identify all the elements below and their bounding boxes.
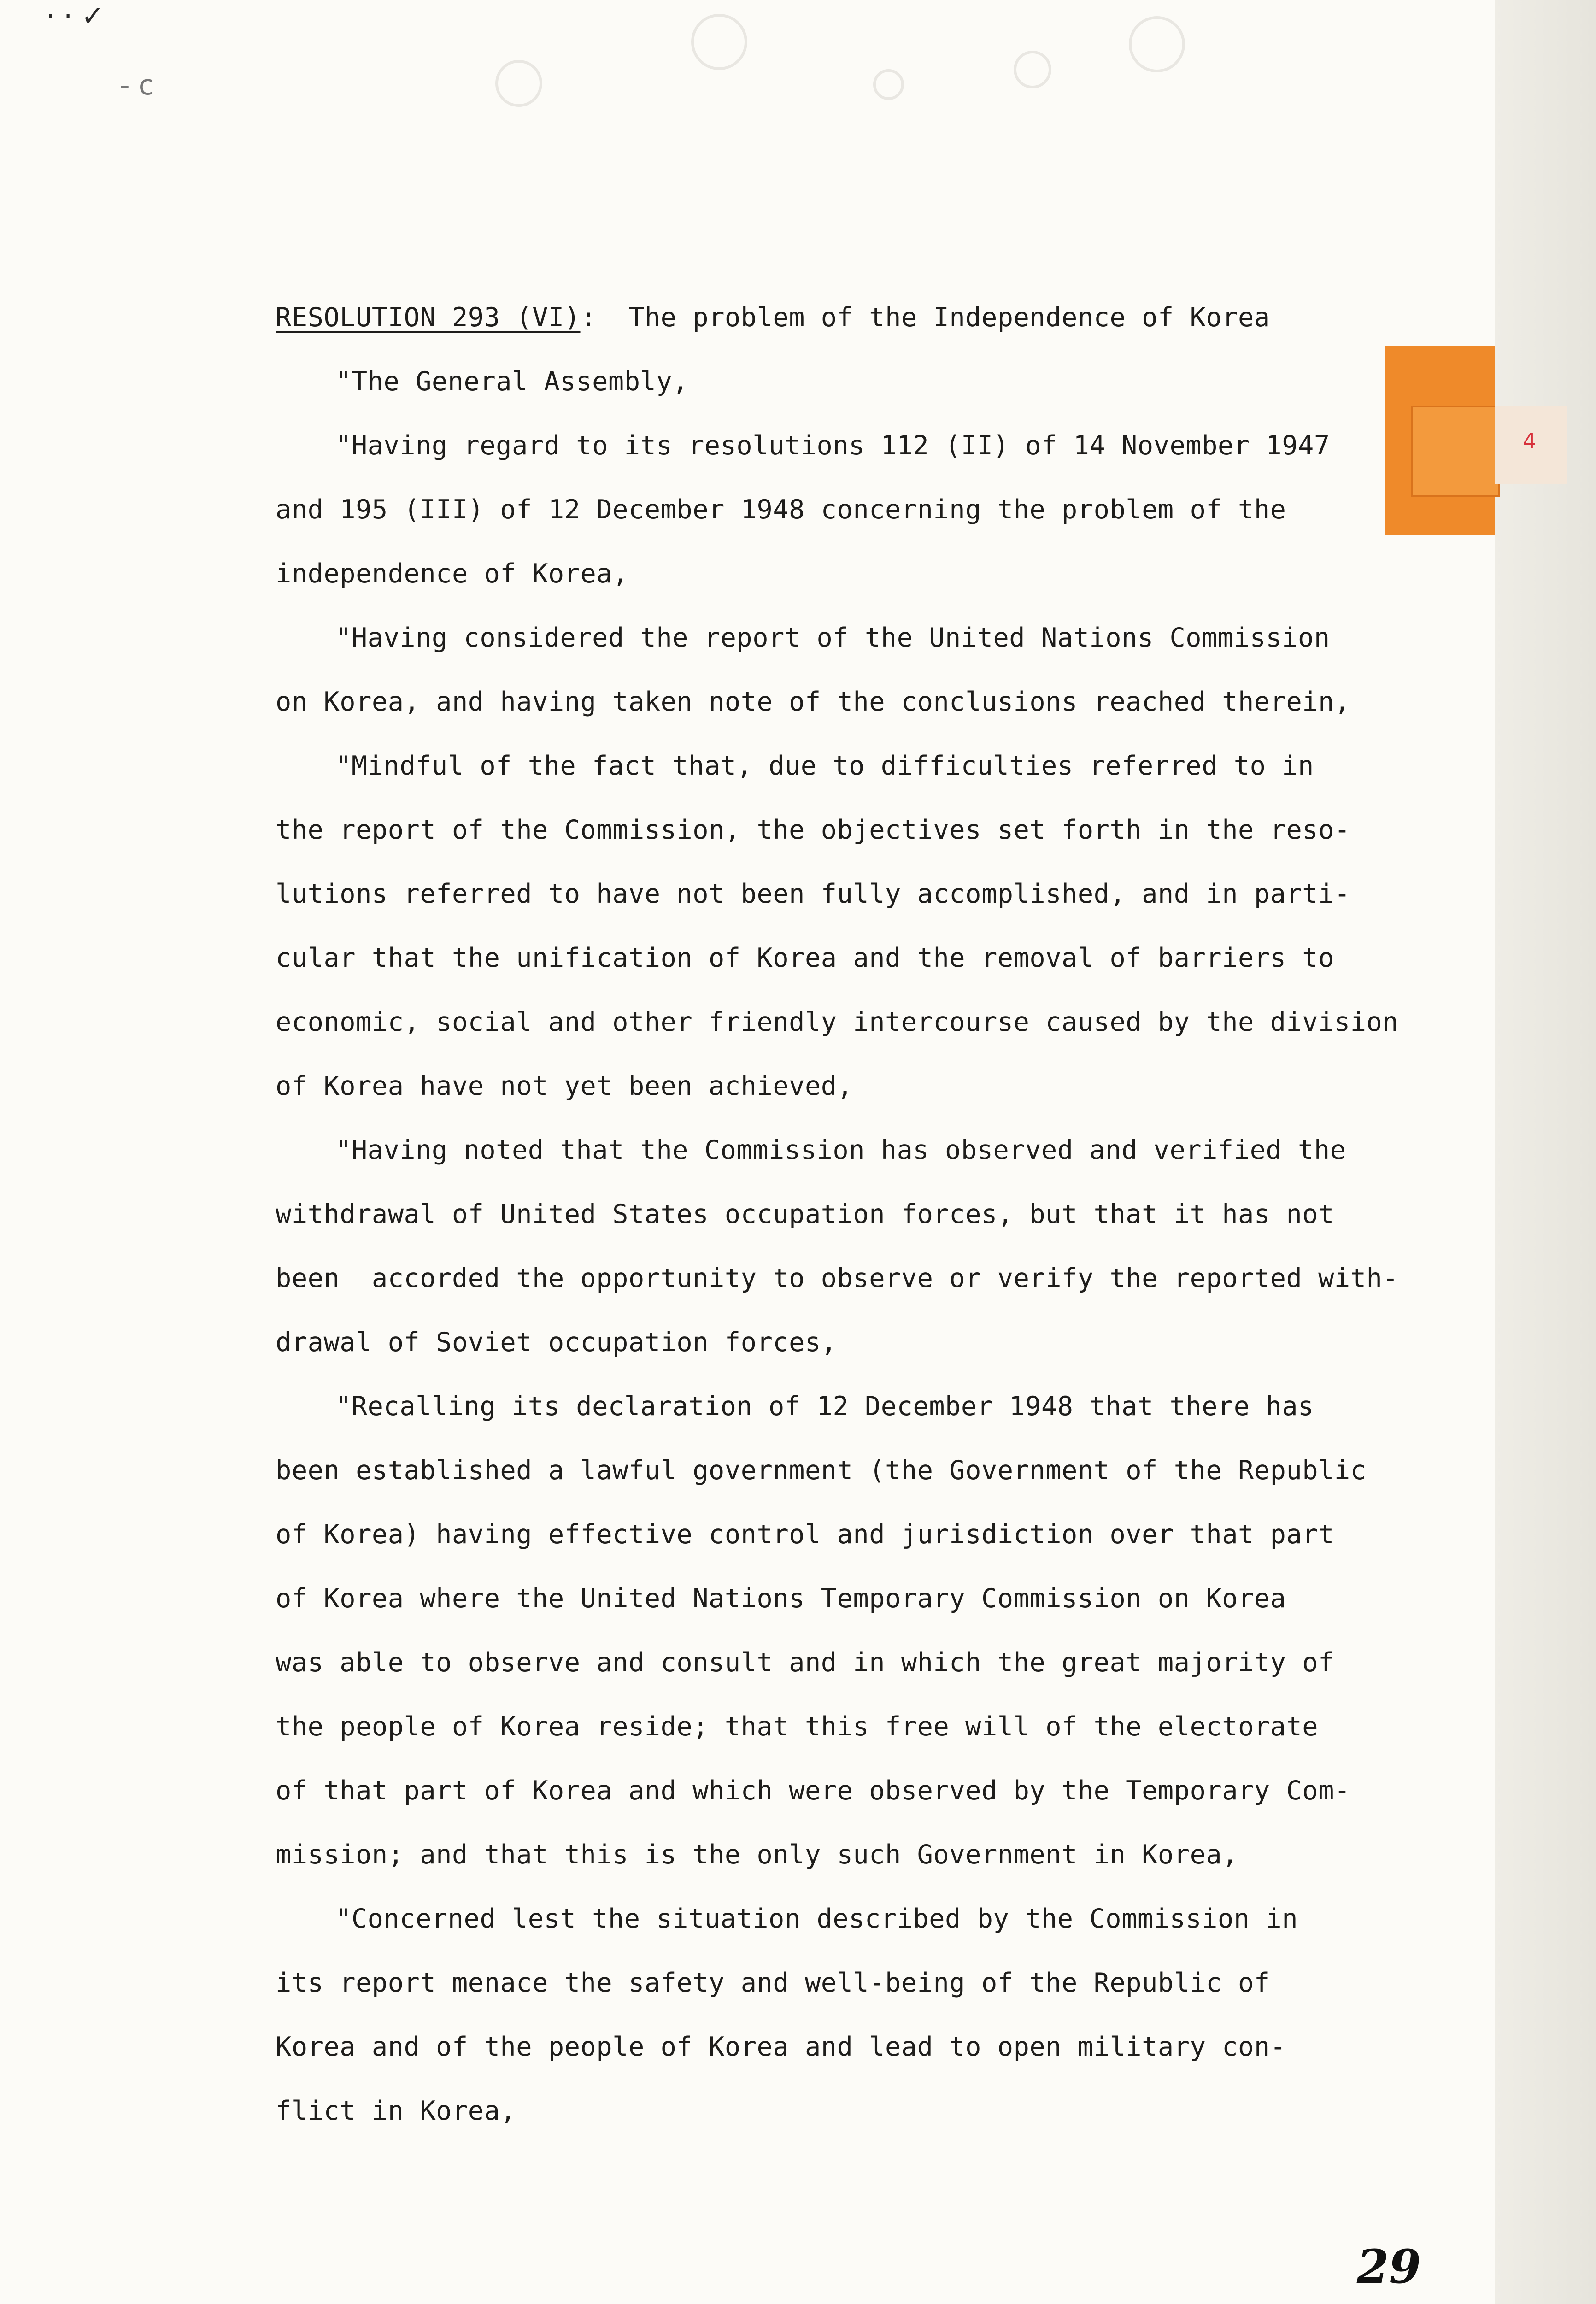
text-line: on Korea, and having taken note of the conclusions reached therein, — [276, 687, 1350, 717]
text-line: drawal of Soviet occupation forces, — [276, 1327, 837, 1358]
text-line: flict in Korea, — [276, 2096, 516, 2126]
text-line: "Recalling its declaration of 12 December 1948 that there has — [335, 1391, 1314, 1422]
punch-hole-mark — [1014, 51, 1051, 88]
text-line: and 195 (III) of 12 December 1948 concerning the problem of the — [276, 494, 1286, 525]
text-line: of Korea have not yet been achieved, — [276, 1071, 853, 1101]
text-line: economic, social and other friendly intercourse caused by the division — [276, 1007, 1399, 1037]
punch-hole-mark — [1129, 16, 1185, 72]
text-line: "The General Assembly, — [335, 366, 688, 397]
text-line: "Mindful of the fact that, due to difficulties referred to in — [335, 751, 1314, 781]
tab-number: 4 — [1523, 429, 1537, 453]
punch-hole-mark — [873, 69, 904, 100]
heading-separator: : — [580, 302, 597, 333]
text-line: the people of Korea reside; that this free will of the electorate — [276, 1711, 1319, 1742]
scribble-mark: · · ✓ — [46, 0, 105, 32]
handwritten-page-number: 29 — [1357, 2239, 1421, 2294]
text-line: independence of Korea, — [276, 558, 628, 589]
text-line: been accorded the opportunity to observe or verify the reported with- — [276, 1263, 1399, 1293]
text-line: cular that the unification of Korea and the removal of barriers to — [276, 943, 1334, 973]
resolution-heading — [276, 286, 1391, 350]
text-line: of Korea where the United Nations Temporary Commission on Korea — [276, 1583, 1286, 1614]
text-line: the report of the Commission, the objectives set forth in the reso- — [276, 815, 1350, 845]
document-body — [276, 286, 1399, 2143]
text-line: mission; and that this is the only such Government in Korea, — [276, 1840, 1238, 1870]
text-line: withdrawal of United States occupation forces, but that it has not — [276, 1199, 1334, 1229]
text-line: lutions referred to have not been fully accomplished, and in parti- — [276, 879, 1350, 909]
resolution-label: RESOLUTION 293 (VI) — [276, 302, 581, 333]
resolution-title: The problem of the Independence of Korea — [628, 302, 1270, 333]
punch-hole-mark — [495, 60, 542, 107]
text-line: "Having considered the report of the United Nations Commission — [335, 623, 1330, 653]
text-line: of Korea) having effective control and jurisdiction over that part — [276, 1519, 1334, 1550]
paper-edge — [1495, 0, 1596, 2304]
text-line: "Having regard to its resolutions 112 (II) of 14 November 1947 — [335, 430, 1330, 461]
text-line: Korea and of the people of Korea and lead to open military con- — [276, 2032, 1286, 2062]
scribble-mark: - c — [120, 69, 154, 101]
text-line: "Having noted that the Commission has observed and verified the — [335, 1135, 1346, 1165]
text-line: its report menace the safety and well-being of the Republic of — [276, 1968, 1270, 1998]
orange-tab-inner — [1411, 406, 1500, 497]
punch-hole-mark — [691, 14, 747, 70]
text-line: of that part of Korea and which were observed by the Temporary Com- — [276, 1775, 1350, 1806]
text-line: been established a lawful government (the Government of the Republic — [276, 1455, 1367, 1486]
text-line: was able to observe and consult and in which the great majority of — [276, 1647, 1334, 1678]
text-line: "Concerned lest the situation described by the Commission in — [335, 1904, 1298, 1934]
